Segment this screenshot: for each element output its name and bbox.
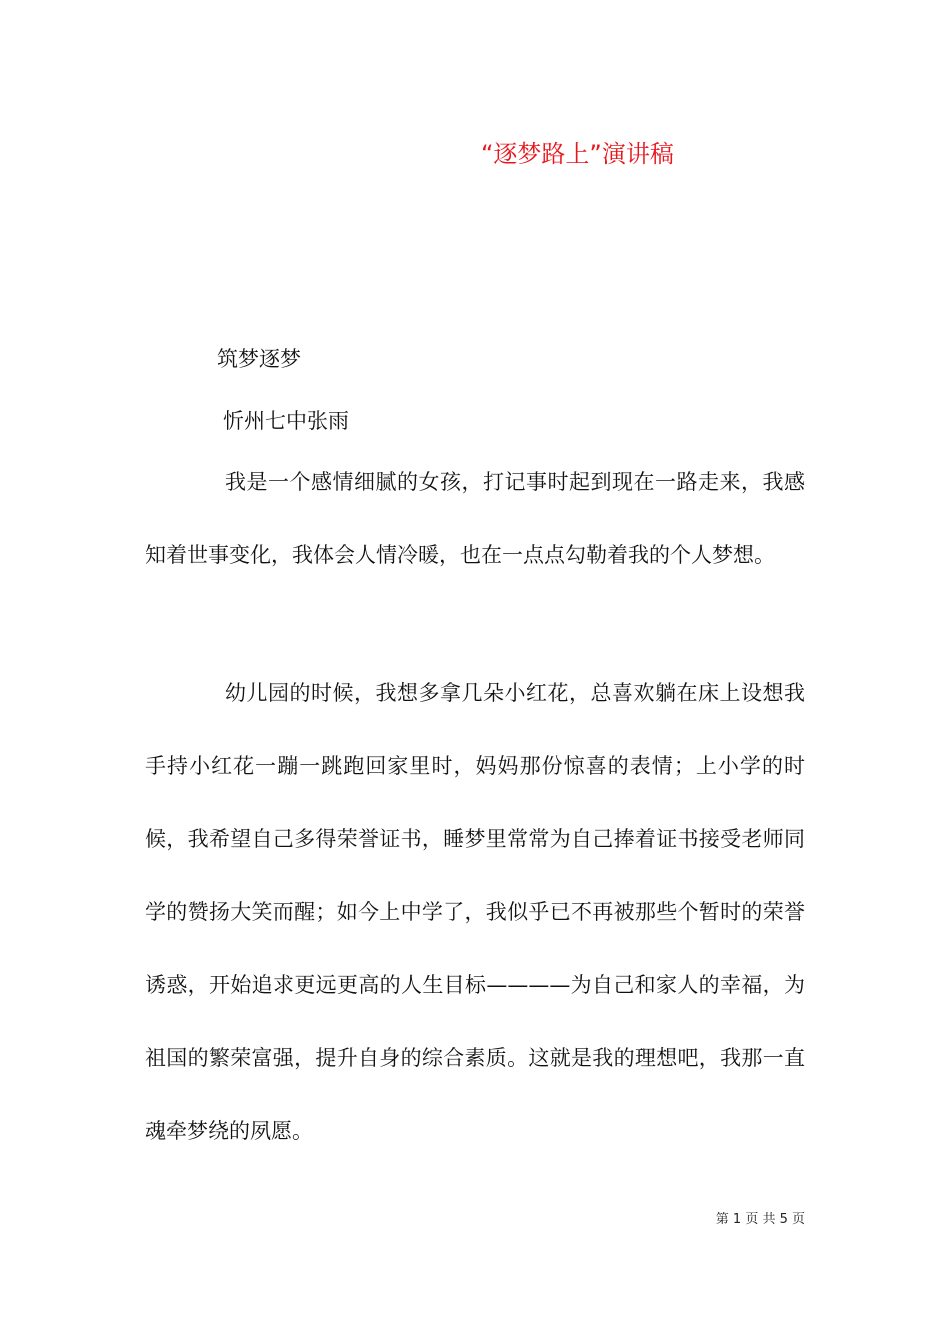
page-title: “逐梦路上”演讲稿 xyxy=(481,140,674,168)
author-line: 忻州七中张雨 xyxy=(223,409,349,433)
paragraph-1: 我是一个感情细腻的女孩，打记事时起到现在一路走来，我感知着世事变化，我体会人情冷暖，也在一点点勾勒着我的个人梦想。 xyxy=(145,470,805,567)
section-heading: 筑梦逐梦 xyxy=(217,347,301,371)
page-footer: 第 1 页 共 5 页 xyxy=(715,1212,805,1227)
paragraph-2: 幼儿园的时候，我想多拿几朵小红花，总喜欢躺在床上设想我手持小红花一蹦一跳跑回家里时，妈妈那份惊喜的表情；上小学的时候，我希望自己多得荣誉证书，睡梦里常常为自己捧着证书接受老师同学的赞扬大笑而醒；如今上中学了，我似乎已不再被那些个暂时的荣誉诱惑，开始追求更远更高的人生目标————为自己和家人的幸福，为祖国的繁荣富强，提升自身的综合素质。这就是我的理想吧，我那一直魂牵梦绕的夙愿。 xyxy=(145,681,805,1143)
